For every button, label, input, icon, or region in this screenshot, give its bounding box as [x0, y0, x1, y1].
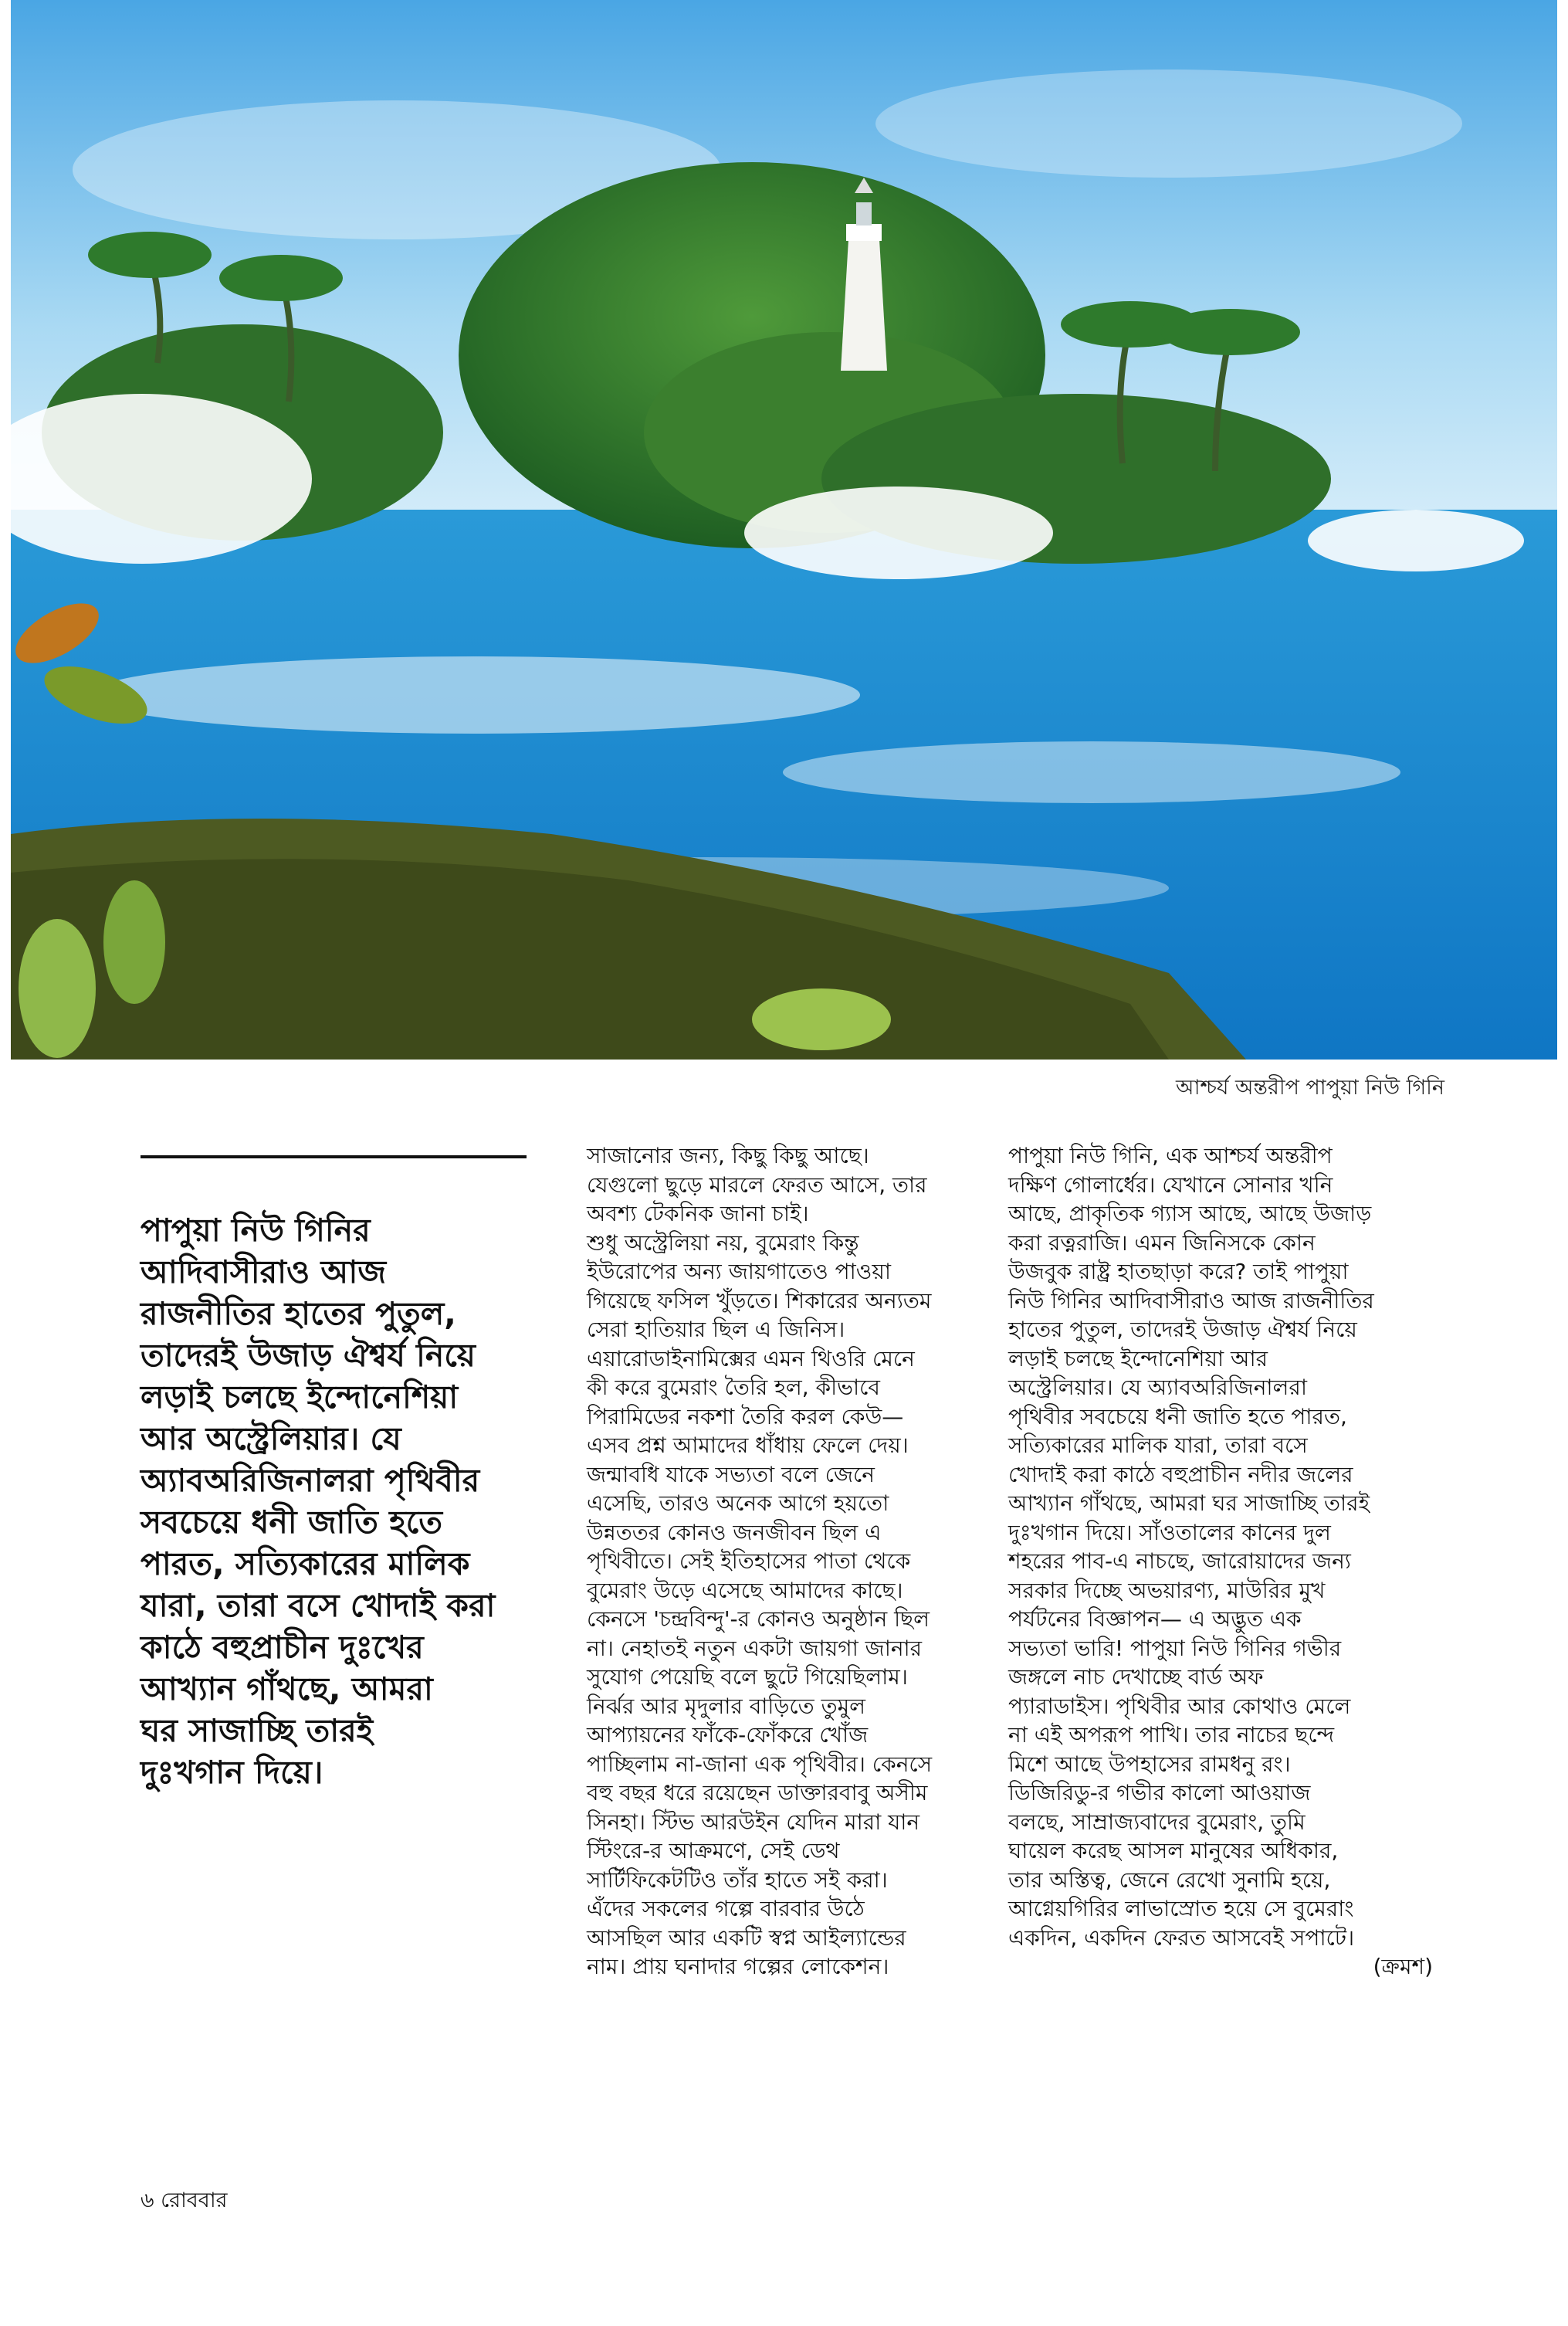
body-line: তার অস্তিত্ব, জেনে রেখো সুনামি হয়ে, [1008, 1867, 1331, 1893]
body-line: মিশে আছে উপহাসের রামধনু রং। [1008, 1751, 1291, 1777]
body-line: উজবুক রাষ্ট্র হাতছাড়া করে? তাই পাপুয়া [1008, 1259, 1349, 1284]
pull-quote-line: ঘর সাজাচ্ছি তারই [141, 1712, 374, 1749]
body-line: সত্যিকারের মালিক যারা, তারা বসে [1008, 1433, 1308, 1458]
body-line: বহু বছর ধরে রয়েছেন ডাক্তারবাবু অসীম [587, 1780, 928, 1806]
pull-quote-line: পাপুয়া নিউ গিনির [141, 1212, 371, 1249]
body-line: বুমেরাং উড়ে এসেছে আমাদের কাছে। [587, 1577, 903, 1603]
body-line: সুযোগ পেয়েছি বলে ছুটে গিয়েছিলাম। [587, 1664, 908, 1690]
body-line: এসেছি, তারও অনেক আগে হয়তো [587, 1490, 889, 1516]
body-line: আগ্নেয়গিরির লাভাস্রোত হয়ে সে বুমেরাং [1008, 1896, 1354, 1921]
body-line: নিউ গিনির আদিবাসীরাও আজ রাজনীতির [1008, 1287, 1374, 1314]
body-line: করা রত্নরাজি। এমন জিনিসকে কোন [1008, 1229, 1316, 1256]
body-line: নাম। প্রায় ঘনাদার গল্পের লোকেশন। [587, 1954, 889, 1979]
body-line: আপ্যায়নের ফাঁকে-ফোঁকরে খোঁজ [587, 1722, 869, 1748]
photo-caption: আশ্চর্য অন্তরীপ পাপুয়া নিউ গিনি [1175, 1076, 1444, 1100]
pull-quote-line: দুঃখগান দিয়ে। [141, 1754, 323, 1791]
body-line: লড়াই চলছে ইন্দোনেশিয়া আর [1008, 1345, 1268, 1372]
article-column-2 [1008, 1141, 1441, 1982]
body-line: পাপুয়া নিউ গিনি, এক আশ্চর্য অন্তরীপ [1008, 1143, 1333, 1168]
body-line: একদিন, একদিন ফেরত আসবেই সপাটে। [1008, 1924, 1355, 1951]
body-line: জন্মাবধি যাকে সভ্যতা বলে জেনে [587, 1461, 875, 1487]
body-line: নির্ঝর আর মৃদুলার বাড়িতে তুমুল [587, 1693, 866, 1719]
body-line: সিনহা। স্টিভ আরউইন যেদিন মারা যান [587, 1809, 920, 1835]
continued-marker: (ক্রমশ) [1373, 1954, 1433, 1979]
pull-quote-line: অ্যাবঅরিজিনালরা পৃথিবীর [141, 1462, 480, 1499]
body-line: এসব প্রশ্ন আমাদের ধাঁধায় ফেলে দেয়। [587, 1433, 909, 1458]
pull-quote-line: কাঠে বহুপ্রাচীন দুঃখের [141, 1629, 424, 1666]
body-line: এঁদের সকলের গল্পে বারবার উঠে [587, 1896, 865, 1921]
body-line: ডিজিরিডু-র গভীর কালো আওয়াজ [1008, 1780, 1311, 1806]
body-line: দুঃখগান দিয়ে। সাঁওতালের কানের দুল [1008, 1519, 1331, 1545]
body-line: আসছিল আর একটি স্বপ্ন আইল্যান্ডের [587, 1924, 906, 1951]
pull-quote-line: আর অস্ট্রেলিয়ার। যে [141, 1420, 401, 1457]
body-line: স্টিংরে-র আক্রমণে, সেই ডেথ [587, 1838, 840, 1863]
body-line: পৃথিবীর সবচেয়ে ধনী জাতি হতে পারত, [1008, 1403, 1347, 1429]
body-line: সেরা হাতিয়ার ছিল এ জিনিস। [587, 1317, 845, 1342]
article-column-1 [587, 1141, 1004, 1982]
page-folio: ৬ রোববার [141, 2189, 228, 2212]
seascape-illustration [11, 0, 1557, 1060]
body-line: পর্যটনের বিজ্ঞাপন— এ অদ্ভুত এক [1008, 1606, 1302, 1632]
body-line: এয়ারোডাইনামিক্সের এমন থিওরি মেনে [587, 1345, 915, 1372]
body-line: সাজানোর জন্য, কিছু কিছু আছে। [587, 1143, 869, 1168]
body-line: ইউরোপের অন্য জায়গাতেও পাওয়া [587, 1259, 891, 1284]
body-line: আখ্যান গাঁথছে, আমরা ঘর সাজাচ্ছি তারই [1008, 1490, 1370, 1516]
pull-quote-line: তাদেরই উজাড় ঐশ্বর্য নিয়ে [141, 1337, 476, 1374]
body-line: দক্ষিণ গোলার্ধের। যেখানে সোনার খনি [1008, 1171, 1333, 1198]
body-line: পাচ্ছিলাম না-জানা এক পৃথিবীর। কেনসে [587, 1751, 933, 1777]
pull-quote-line: আদিবাসীরাও আজ [141, 1253, 387, 1290]
body-line: সভ্যতা ভারি! পাপুয়া নিউ গিনির গভীর [1008, 1635, 1342, 1661]
body-line: ঘায়েল করেছ আসল মানুষের অধিকার, [1008, 1838, 1339, 1863]
body-line: অবশ্য টেকনিক জানা চাই। [587, 1201, 809, 1226]
hero-photo [11, 0, 1557, 1060]
body-line: বলছে, সাম্রাজ্যবাদের বুমেরাং, তুমি [1008, 1809, 1306, 1835]
body-line: অস্ট্রেলিয়ার। যে অ্যাবঅরিজিনালরা [1008, 1375, 1307, 1400]
body-line: সার্টিফিকেটটিও তাঁর হাতে সই করা। [587, 1867, 888, 1893]
body-line: সরকার দিচ্ছে অভয়ারণ্য, মাউরির মুখ [1008, 1577, 1326, 1603]
body-line: যেগুলো ছুড়ে মারলে ফেরত আসে, তার [587, 1171, 927, 1198]
body-line: আছে, প্রাকৃতিক গ্যাস আছে, আছে উজাড় [1008, 1201, 1372, 1226]
body-line: শহরের পাব-এ নাচছে, জারোয়াদের জন্য [1008, 1548, 1351, 1574]
pull-quote-line: লড়াই চলছে ইন্দোনেশিয়া [141, 1378, 459, 1416]
body-line: কী করে বুমেরাং তৈরি হল, কীভাবে [587, 1375, 880, 1400]
body-line: উন্নততর কোনও জনজীবন ছিল এ [587, 1519, 882, 1545]
pull-quote-line: যারা, তারা বসে খোদাই করা [141, 1587, 496, 1624]
pull-quote-line: রাজনীতির হাতের পুতুল, [141, 1295, 456, 1332]
body-line: না। নেহাতই নতুন একটা জায়গা জানার [587, 1635, 923, 1661]
pull-quote-rule [141, 1155, 527, 1158]
body-line: পৃথিবীতে। সেই ইতিহাসের পাতা থেকে [587, 1548, 911, 1574]
body-line: শুধু অস্ট্রেলিয়া নয়, বুমেরাং কিন্তু [587, 1229, 859, 1256]
body-line: খোদাই করা কাঠে বহুপ্রাচীন নদীর জলের [1008, 1461, 1353, 1487]
pull-quote-line: পারত, সত্যিকারের মালিক [141, 1545, 470, 1582]
body-line: প্যারাডাইস। পৃথিবীর আর কোথাও মেলে [1008, 1693, 1351, 1719]
body-line: গিয়েছে ফসিল খুঁড়তে। শিকারের অন্যতম [587, 1287, 932, 1314]
body-line: জঙ্গলে নাচ দেখাচ্ছে বার্ড অফ [1008, 1664, 1264, 1690]
body-line: কেনসে 'চন্দ্রবিন্দু'-র কোনও অনুষ্ঠান ছিল [587, 1606, 930, 1632]
body-line: না এই অপরূপ পাখি। তার নাচের ছন্দে [1008, 1722, 1335, 1748]
pull-quote [141, 1209, 542, 1793]
pull-quote-line: আখ্যান গাঁথছে, আমরা [141, 1670, 433, 1707]
body-line: হাতের পুতুল, তাদেরই উজাড় ঐশ্বর্য নিয়ে [1008, 1317, 1357, 1342]
pull-quote-line: সবচেয়ে ধনী জাতি হতে [141, 1504, 442, 1541]
body-line: পিরামিডের নকশা তৈরি করল কেউ— [587, 1403, 904, 1429]
